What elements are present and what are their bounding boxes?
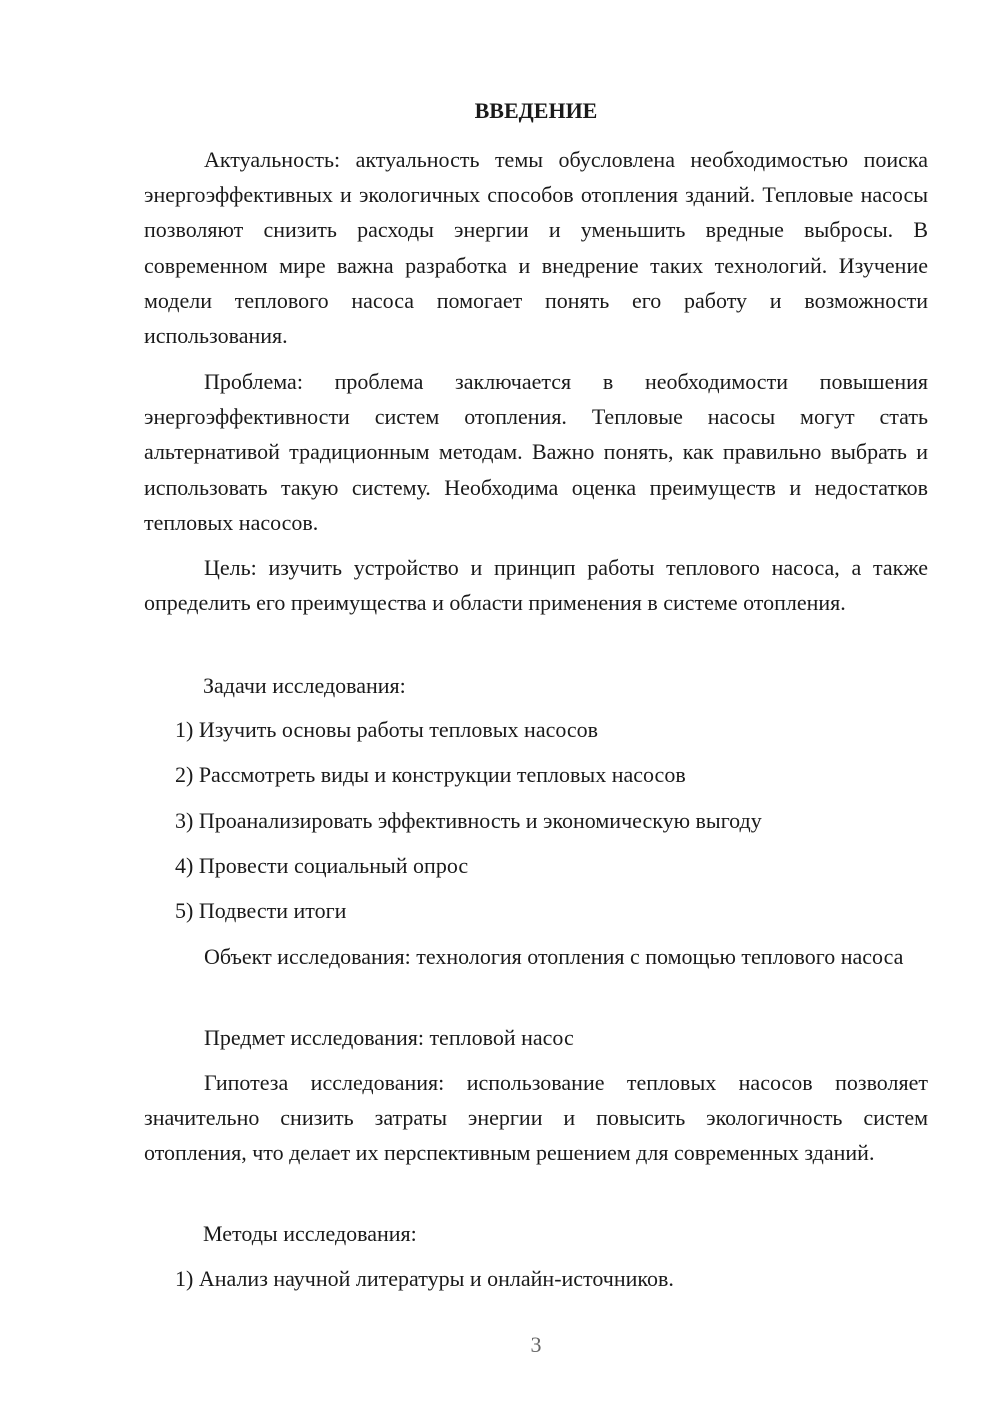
- goal-paragraph: Цель: изучить устройство и принцип работы теплового насоса, а также определить его преимущества и области применения в системе отопления.: [144, 555, 928, 616]
- problem-paragraph: Проблема: проблема заключается в необходимости повышения энергоэффективности систем отопления. Тепловые насосы могут стать альтернативой традиционным методам. Важно понять, как правильно выбрать и использовать такую систему. Необходима оценка преимуществ и недостатков тепловых насосов.: [144, 369, 928, 535]
- relevance-paragraph: Актуальность: актуальность темы обусловлена необходимостью поиска энергоэффективных и экологичных способов отопления зданий. Тепловые насосы позволяют снизить расходы энергии и уменьшить вредные выбросы. В современном мире важна разработка и внедрение таких технологий. Изучение модели теплового насоса помогает понять его работу и возможности использования.: [144, 147, 928, 349]
- methods-heading: Методы исследования:: [203, 1221, 417, 1246]
- task-item: 1) Изучить основы работы тепловых насосов: [175, 717, 599, 742]
- subject-paragraph: Предмет исследования: тепловой насос: [204, 1025, 574, 1050]
- task-item: 4) Провести социальный опрос: [175, 853, 469, 878]
- object-paragraph: Объект исследования: технология отопления с помощью теплового насоса: [204, 944, 904, 969]
- page-title: ВВЕДЕНИЕ: [474, 98, 598, 123]
- task-item: 2) Рассмотреть виды и конструкции тепловых насосов: [175, 762, 686, 787]
- task-item: 3) Проанализировать эффективность и экономическую выгоду: [175, 808, 762, 833]
- tasks-heading: Задачи исследования:: [203, 673, 406, 698]
- page-number: 3: [530, 1332, 542, 1357]
- method-item: 1) Анализ научной литературы и онлайн-источников.: [175, 1266, 674, 1291]
- hypothesis-paragraph: Гипотеза исследования: использование тепловых насосов позволяет значительно снизить затраты энергии и повысить экологичность систем отопления, что делает их перспективным решением для современных зданий.: [144, 1070, 928, 1166]
- task-item: 5) Подвести итоги: [175, 898, 347, 923]
